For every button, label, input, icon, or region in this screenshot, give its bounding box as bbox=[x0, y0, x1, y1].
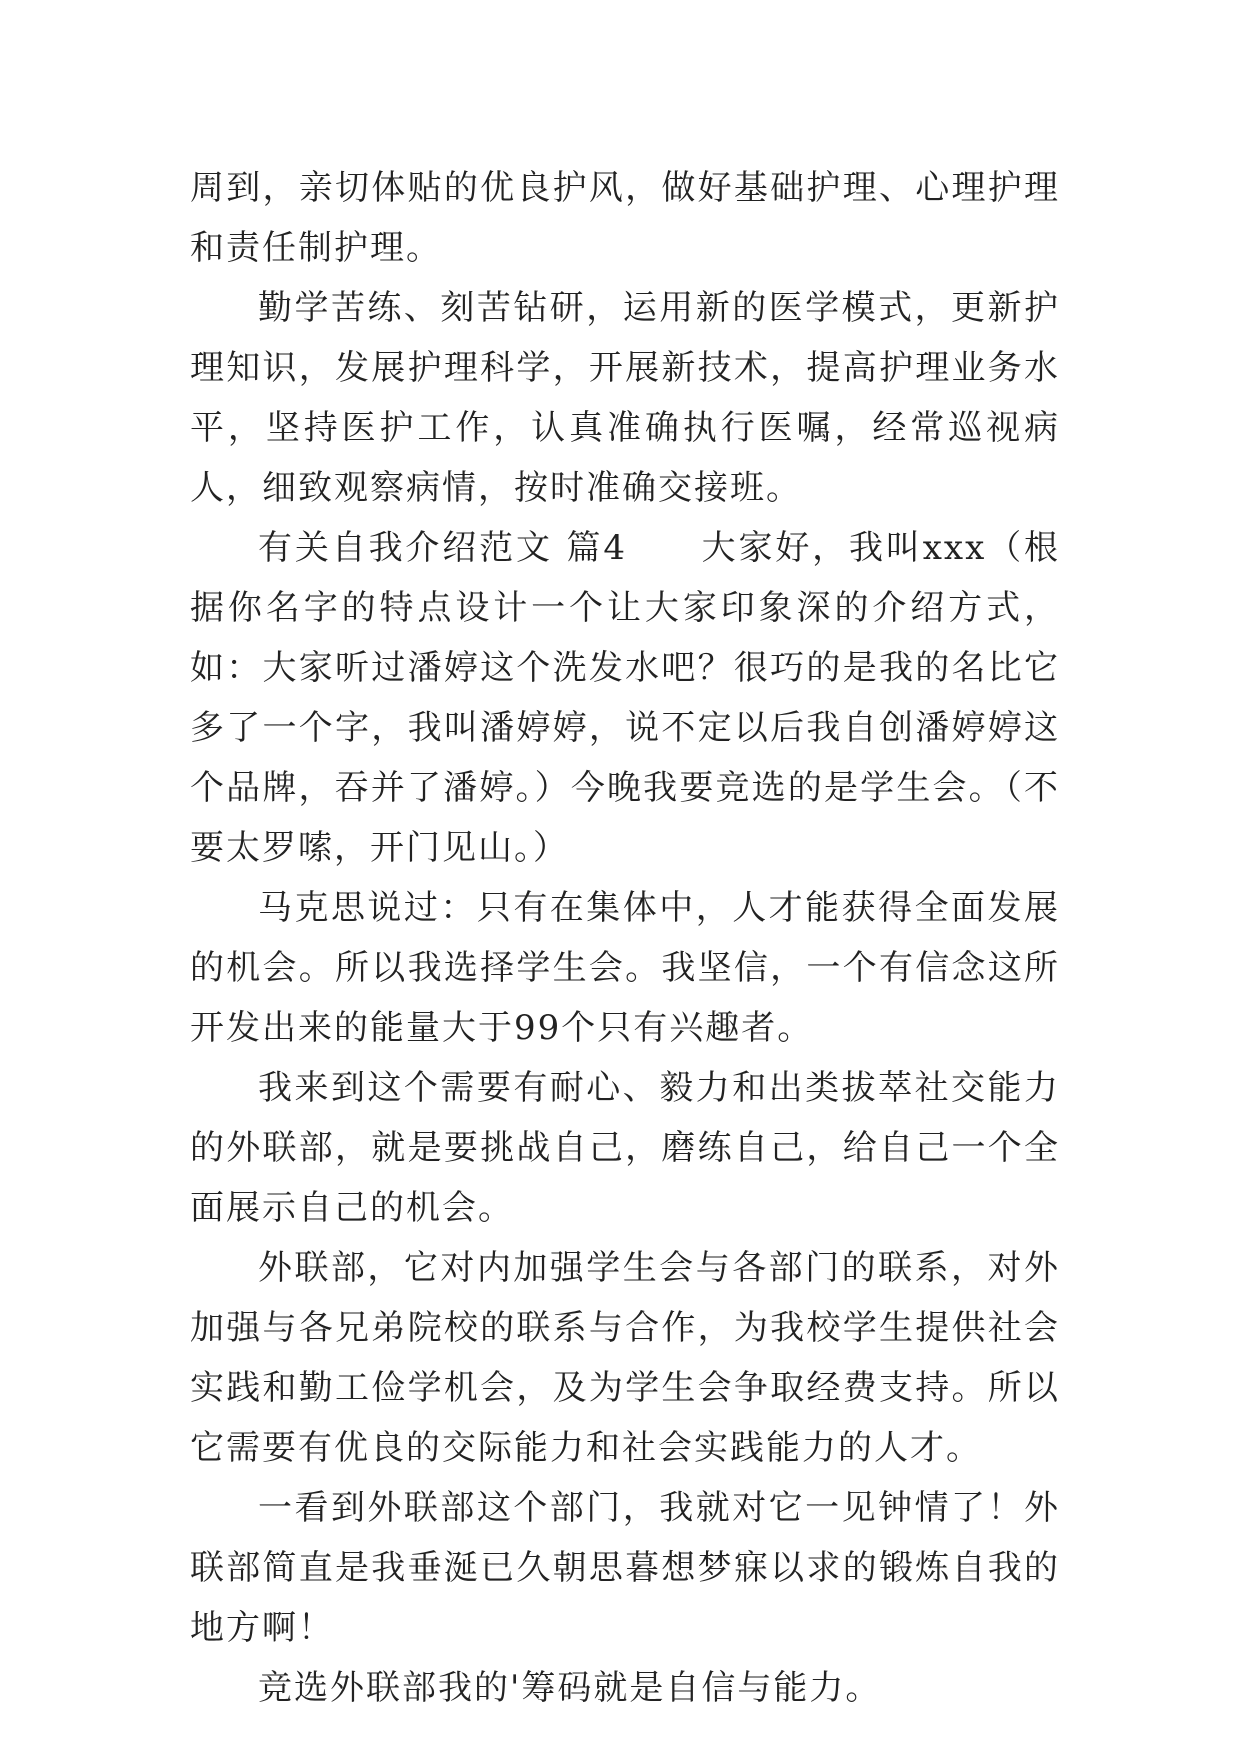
paragraph-7: 一看到外联部这个部门，我就对它一见钟情了！外联部简直是我垂涎已久朝思暮想梦寐以求的锻炼自我的地方啊！ bbox=[190, 1488, 1060, 1648]
paragraph-4: 马克思说过：只有在集体中，人才能获得全面发展的机会。所以我选择学生会。我坚信，一个有信念这所开发出来的能量大于99个只有兴趣者。 bbox=[190, 888, 1060, 1048]
paragraph-2: 勤学苦练、刻苦钻研，运用新的医学模式，更新护理知识，发展护理科学，开展新技术，提高护理业务水平，坚持医护工作，认真准确执行医嘱，经常巡视病人，细致观察病情，按时准确交接班。 bbox=[190, 288, 1060, 508]
paragraph-6: 外联部，它对内加强学生会与各部门的联系，对外加强与各兄弟院校的联系与合作，为我校学生提供社会实践和勤工俭学机会，及为学生会争取经费支持。所以它需要有优良的交际能力和社会实践能力的人才。 bbox=[190, 1248, 1060, 1468]
document-body bbox=[190, 158, 1060, 1718]
paragraph-3: 有关自我介绍范文 篇4 大家好，我叫xxx（根据你名字的特点设计一个让大家印象深的介绍方式，如：大家听过潘婷这个洗发水吧？很巧的是我的名比它多了一个字，我叫潘婷婷，说不定以后我自创潘婷婷这个品牌，吞并了潘婷。）今晚我要竞选的是学生会。（不要太罗嗦，开门见山。） bbox=[190, 528, 1060, 868]
paragraph-8: 竞选外联部我的'筹码就是自信与能力。 bbox=[258, 1668, 882, 1708]
paragraph-1: 周到，亲切体贴的优良护风，做好基础护理、心理护理和责任制护理。 bbox=[190, 168, 1060, 268]
paragraph-5: 我来到这个需要有耐心、毅力和出类拔萃社交能力的外联部，就是要挑战自己，磨练自己，给自己一个全面展示自己的机会。 bbox=[190, 1068, 1060, 1228]
